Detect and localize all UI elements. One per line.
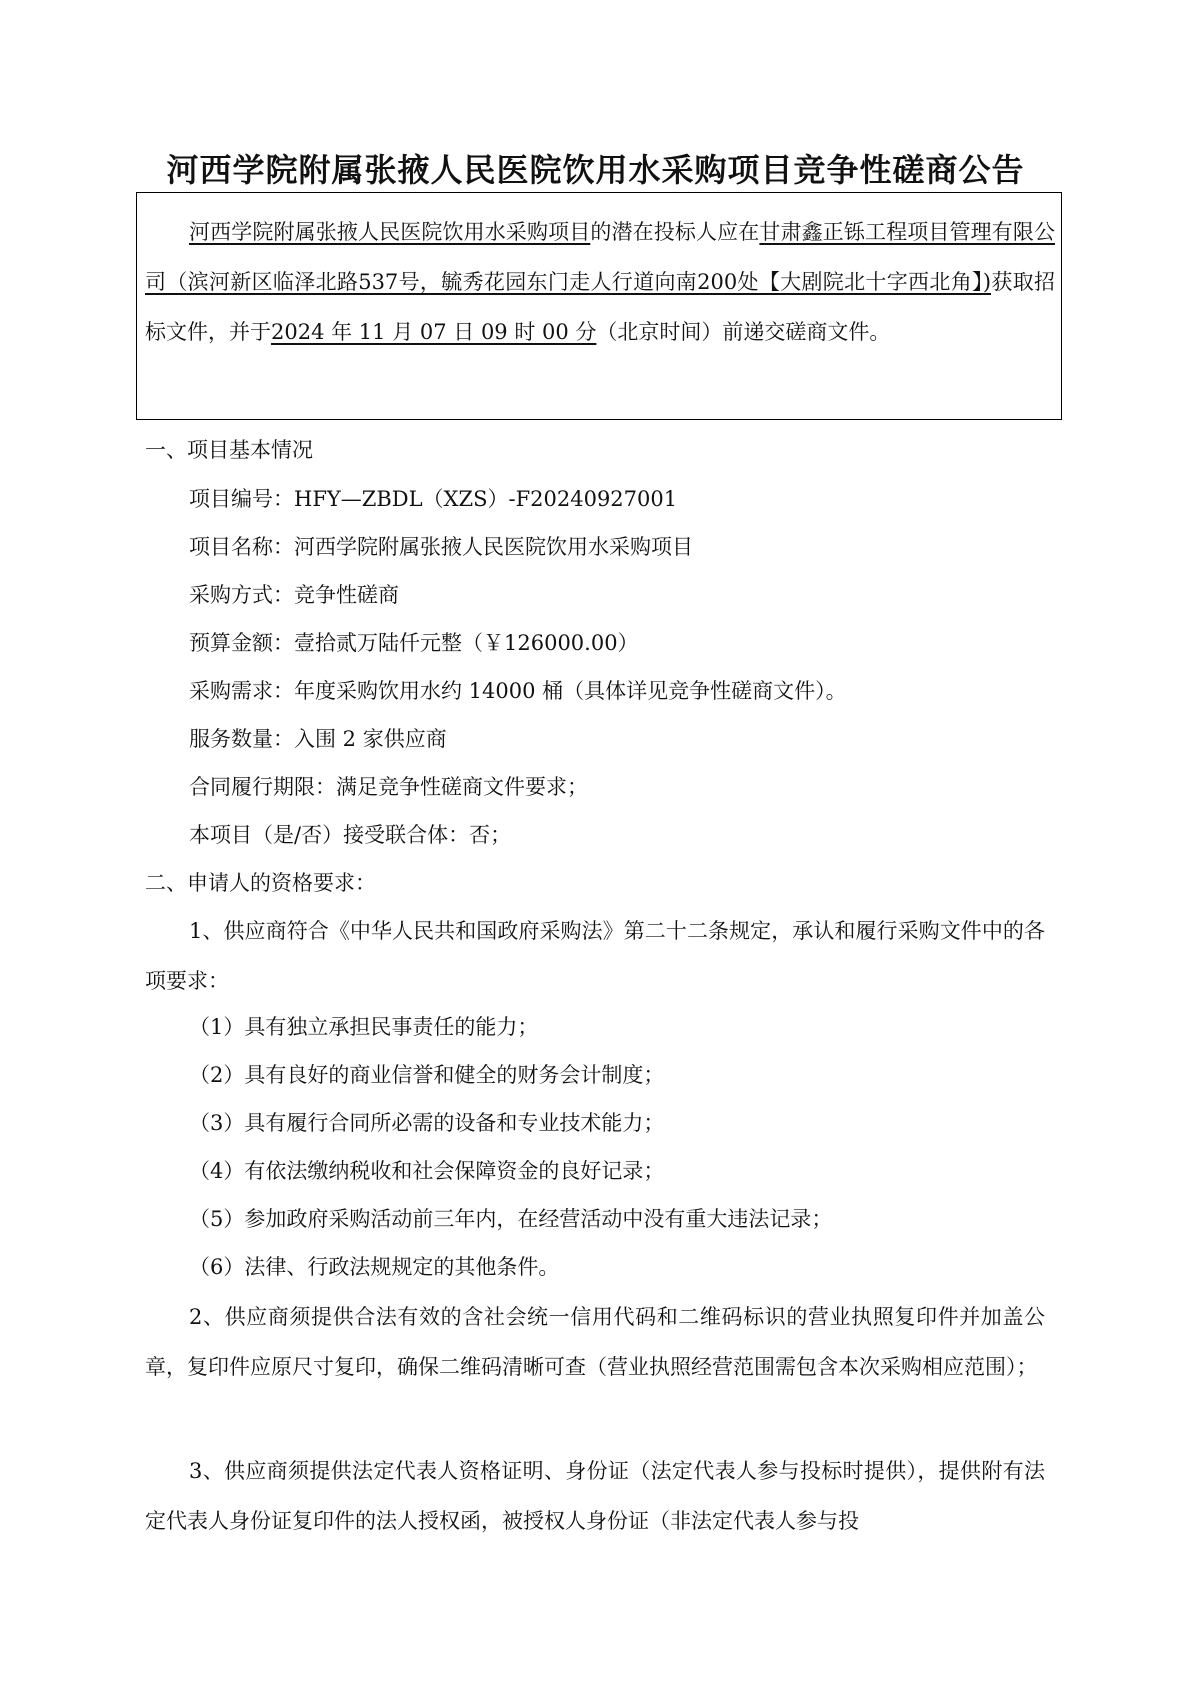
project-number: 项目编号：HFY—ZBDL（XZS）-F20240927001: [189, 487, 678, 511]
requirement-2: 2、供应商须提供合法有效的含社会统一信用代码和二维码标识的营业执照复印件并加盖公章，复印件应原尺寸复印，确保二维码清晰可查（营业执照经营范围需包含本次采购相应范围）；: [145, 1305, 1045, 1379]
requirement-1-item: （4）有依法缴纳税收和社会保障资金的良好记录；: [189, 1159, 665, 1183]
section2-heading: 二、申请人的资格要求：: [145, 871, 376, 895]
project-name: 项目名称：河西学院附属张掖人民医院饮用水采购项目: [189, 535, 693, 559]
notice-text-1: 的潜在投标人应在: [590, 220, 760, 244]
notice-deadline: 2024 年 11 月 07 日 09 时 00 分: [271, 320, 597, 344]
budget-amount: 预算金额：壹拾贰万陆仟元整（￥126000.00）: [189, 631, 639, 655]
page-title: 河西学院附属张掖人民医院饮用水采购项目竞争性磋商公告: [166, 151, 1025, 189]
contract-period: 合同履行期限：满足竞争性磋商文件要求；: [189, 775, 588, 799]
requirement-3: 3、供应商须提供法定代表人资格证明、身份证（法定代表人参与投标时提供），提供附有法定代表人身份证复印件的法人授权函，被授权人身份证（非法定代表人参与投: [145, 1459, 1045, 1533]
service-quantity: 服务数量：入围 2 家供应商: [189, 727, 447, 751]
requirement-1: 1、供应商符合《中华人民共和国政府采购法》第二十二条规定，承认和履行采购文件中的各项要求：: [145, 919, 1045, 993]
requirement-1-item: （6）法律、行政法规规定的其他条件。: [189, 1255, 560, 1279]
consortium-acceptance: 本项目（是/否）接受联合体：否；: [189, 823, 512, 847]
notice-box: [136, 192, 1062, 420]
notice-location: 甘肃鑫正铄工程项目管理有限公司（滨河新区临泽北路537号，毓秀花园东门走人行道向南200处【大剧院北十字西北角】): [145, 220, 1055, 294]
procurement-demand: 采购需求：年度采购饮用水约 14000 桶（具体详见竞争性磋商文件）。: [189, 679, 847, 703]
requirement-1-item: （2）具有良好的商业信誉和健全的财务会计制度；: [189, 1063, 665, 1087]
requirement-1-item: （3）具有履行合同所必需的设备和专业技术能力；: [189, 1111, 665, 1135]
notice-text-2: 获取招标文件，并于: [145, 270, 1056, 344]
notice-project-name: 河西学院附属张掖人民医院饮用水采购项目: [189, 220, 591, 244]
section1-heading: 一、项目基本情况: [145, 438, 313, 462]
requirement-1-item: （5）参加政府采购活动前三年内，在经营活动中没有重大违法记录；: [189, 1207, 833, 1231]
notice-text-3: （北京时间）前递交磋商文件。: [596, 320, 891, 344]
requirement-1-item: （1）具有独立承担民事责任的能力；: [189, 1015, 539, 1039]
procurement-method: 采购方式：竞争性磋商: [189, 583, 399, 607]
